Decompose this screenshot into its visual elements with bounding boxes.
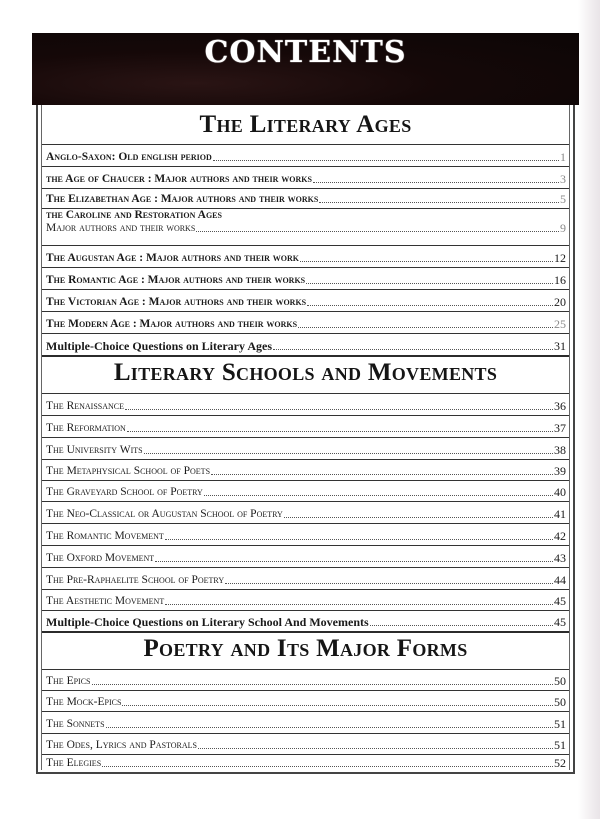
toc-entry[interactable] (42, 501, 569, 523)
toc-entry[interactable] (42, 669, 569, 690)
toc-entry-page: 44 (554, 573, 566, 587)
toc-entry-label: The Renaissance (46, 400, 125, 412)
toc-entry-label: Major authors and their works (46, 222, 196, 234)
dot-leader (319, 202, 559, 203)
dot-leader (307, 305, 553, 306)
toc-entry-label: The Oxford Movement (46, 552, 155, 564)
toc-entry-label: The Mock-Epics (46, 696, 122, 708)
section-heading-poetry-forms: Poetry and Its Major Forms (143, 635, 468, 662)
toc-entry-label: The Romantic Movement (46, 530, 164, 542)
section-heading-schools-movements: Literary Schools and Movements (113, 359, 498, 386)
toc-entry-label: Multiple-Choice Questions on Literary Ages (46, 339, 272, 353)
toc-entry-mcq[interactable] (42, 333, 569, 355)
toc-frame (36, 105, 575, 774)
dot-leader (300, 261, 553, 262)
toc-entry-page: 1 (560, 150, 566, 164)
contents-header-band (32, 33, 579, 105)
dot-leader (165, 539, 553, 540)
dot-leader (122, 705, 553, 706)
toc-entry-label: The Aesthetic Movement (46, 595, 165, 607)
dot-leader (125, 409, 553, 410)
toc-entry[interactable] (42, 567, 569, 589)
toc-entry-page: 31 (554, 339, 566, 353)
toc-entry-label: The Sonnets (46, 718, 105, 730)
section-divider (42, 355, 569, 357)
page-title: CONTENTS (204, 35, 407, 70)
toc-entry-page: 50 (554, 695, 566, 709)
toc-entry-label: The Graveyard School of Poetry (46, 486, 203, 498)
toc-entry-label: The Epics (46, 675, 91, 687)
toc-entry-label: The Pre-Raphaelite School of Poetry (46, 574, 225, 586)
toc-entry-page: 45 (554, 615, 566, 629)
toc-entry[interactable] (42, 208, 569, 245)
toc-entry[interactable] (42, 437, 569, 459)
dot-leader (225, 583, 553, 584)
toc-entry-page: 5 (560, 192, 566, 206)
toc-entry-page: 39 (554, 464, 566, 478)
toc-entry-label: Multiple-Choice Questions on Literary School And Movements (46, 615, 369, 629)
toc-entry[interactable] (42, 480, 569, 501)
toc-entry-label: The Elizabethan Age : Major authors and their works (46, 193, 319, 205)
toc-entry-label: The Reformation (46, 422, 126, 434)
toc-entry-page: 16 (554, 273, 566, 287)
toc-entry-page: 9 (560, 221, 566, 235)
dot-leader (196, 231, 559, 232)
dot-leader (155, 561, 553, 562)
dot-leader (211, 474, 553, 475)
toc-entry-page: 41 (554, 507, 566, 521)
toc-entry-page: 43 (554, 551, 566, 565)
toc-entry-page: 50 (554, 674, 566, 688)
toc-entry[interactable] (42, 459, 569, 480)
dot-leader (144, 453, 553, 454)
dot-leader (127, 431, 553, 432)
toc-entry[interactable] (42, 311, 569, 333)
dot-leader (313, 182, 559, 183)
toc-entry-page: 51 (554, 717, 566, 731)
toc-entry-label: The Neo-Classical or Augustan School of Poetry (46, 508, 283, 520)
toc-entry[interactable] (42, 733, 569, 754)
toc-entry-label: The Modern Age : Major authors and their works (46, 318, 298, 330)
dot-leader (204, 495, 553, 496)
toc-entry[interactable] (42, 415, 569, 437)
toc-entry-page: 20 (554, 295, 566, 309)
dot-leader (102, 766, 553, 767)
dot-leader (213, 160, 559, 161)
toc-entry[interactable] (42, 245, 569, 267)
dot-leader (106, 727, 553, 728)
section-divider (42, 631, 569, 633)
toc-entry-page: 12 (554, 251, 566, 265)
toc-entry-label: The Victorian Age : Major authors and their works (46, 296, 307, 308)
toc-entry-mcq[interactable] (42, 610, 569, 631)
toc-entry[interactable] (42, 589, 569, 610)
toc-entry[interactable] (42, 188, 569, 208)
dot-leader (306, 283, 553, 284)
toc-entry-page: 37 (554, 421, 566, 435)
toc-entry[interactable] (42, 711, 569, 733)
dot-leader (273, 349, 553, 350)
toc-entry-page: 51 (554, 738, 566, 752)
dot-leader (198, 748, 553, 749)
toc-entry[interactable] (42, 144, 569, 166)
toc-entry-label: The Elegies (46, 757, 102, 769)
toc-entry-page: 45 (554, 594, 566, 608)
dot-leader (298, 327, 553, 328)
toc-entry-label: the Age of Chaucer : Major authors and their works (46, 173, 312, 185)
toc-entry[interactable] (42, 166, 569, 188)
toc-entry[interactable] (42, 393, 569, 415)
toc-entry-label: Anglo-Saxon: Old english period (46, 151, 212, 163)
toc-entry-label: The University Wits (46, 444, 143, 456)
dot-leader (92, 684, 554, 685)
toc-entry[interactable] (42, 267, 569, 289)
toc-entry[interactable] (42, 523, 569, 545)
toc-entry-label: The Metaphysical School of Poets (46, 465, 211, 477)
toc-entry-label: The Romantic Age : Major authors and their works (46, 274, 306, 286)
page-edge-shadow (578, 0, 600, 819)
toc-entry-label: The Odes, Lyrics and Pastorals (46, 739, 197, 751)
section-heading-literary-ages: The Literary Ages (199, 111, 412, 138)
toc-entry[interactable] (42, 690, 569, 711)
toc-entry-label-line1: the Caroline and Restoration Ages (46, 209, 222, 221)
toc-entry[interactable] (42, 754, 569, 772)
toc-entry-page: 36 (554, 399, 566, 413)
toc-entry-page: 40 (554, 485, 566, 499)
toc-entry[interactable] (42, 545, 569, 567)
dot-leader (284, 517, 553, 518)
toc-entry-page: 3 (560, 172, 566, 186)
toc-entry-page: 38 (554, 443, 566, 457)
toc-inner-frame (41, 105, 570, 770)
dot-leader (165, 604, 553, 605)
dot-leader (370, 625, 553, 626)
toc-entry-label: The Augustan Age : Major authors and their work (46, 252, 300, 264)
toc-entry-page: 25 (554, 317, 566, 331)
toc-entry-page: 52 (554, 756, 566, 770)
toc-entry-page: 42 (554, 529, 566, 543)
toc-entry[interactable] (42, 289, 569, 311)
